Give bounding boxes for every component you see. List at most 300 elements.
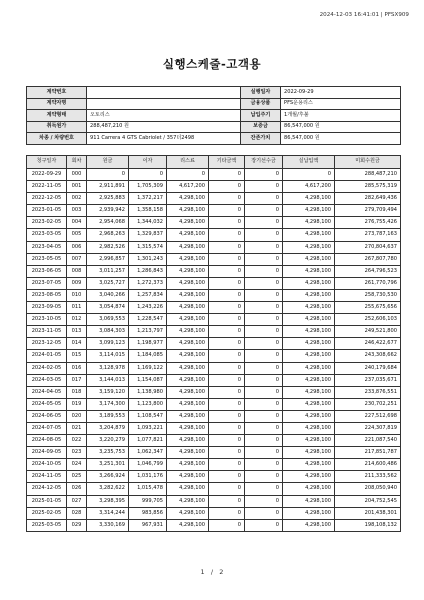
- table-cell: 230,702,251: [335, 398, 401, 410]
- table-cell: 2025-02-05: [27, 507, 67, 519]
- table-cell: 0: [209, 350, 245, 362]
- table-cell: 1,138,980: [129, 386, 167, 398]
- table-row: [27, 338, 401, 350]
- info-label: 보증금: [241, 121, 281, 133]
- table-cell: 2,954,068: [87, 217, 129, 229]
- table-cell: 4,298,100: [283, 398, 335, 410]
- table-cell: 211,333,562: [335, 471, 401, 483]
- table-row: [27, 386, 401, 398]
- table-cell: 2023-08-05: [27, 289, 67, 301]
- table-cell: 3,282,622: [87, 483, 129, 495]
- table-cell: 4,298,100: [167, 314, 209, 326]
- table-row: [27, 289, 401, 301]
- table-cell: 4,298,100: [167, 435, 209, 447]
- table-cell: 1,243,226: [129, 302, 167, 314]
- table-cell: 4,298,100: [167, 205, 209, 217]
- table-cell: 0: [209, 338, 245, 350]
- table-cell: 1,257,834: [129, 289, 167, 301]
- table-cell: 4,298,100: [283, 289, 335, 301]
- info-row: [27, 133, 401, 145]
- table-cell: 4,298,100: [283, 471, 335, 483]
- table-cell: 0: [209, 289, 245, 301]
- table-cell: 4,298,100: [167, 277, 209, 289]
- table-cell: 4,298,100: [167, 362, 209, 374]
- table-cell: 4,298,100: [283, 314, 335, 326]
- table-row: [27, 241, 401, 253]
- table-cell: 2024-03-05: [27, 374, 67, 386]
- table-cell: 3,204,879: [87, 422, 129, 434]
- table-cell: 3,114,015: [87, 350, 129, 362]
- table-cell: 4,298,100: [167, 519, 209, 531]
- table-cell: 252,606,103: [335, 314, 401, 326]
- table-cell: 1,015,478: [129, 483, 167, 495]
- table-cell: 4,298,100: [167, 398, 209, 410]
- table-cell: 0: [209, 447, 245, 459]
- table-cell: 224,307,819: [335, 422, 401, 434]
- page-separator: /: [210, 568, 214, 576]
- table-cell: 240,179,684: [335, 362, 401, 374]
- table-cell: 2,982,526: [87, 241, 129, 253]
- table-cell: 005: [67, 229, 87, 241]
- table-cell: 1,169,122: [129, 362, 167, 374]
- table-cell: 016: [67, 362, 87, 374]
- table-row: [27, 265, 401, 277]
- table-cell: 3,025,727: [87, 277, 129, 289]
- table-cell: 237,035,671: [335, 374, 401, 386]
- table-cell: 4,298,100: [283, 241, 335, 253]
- table-cell: 1,108,547: [129, 410, 167, 422]
- table-cell: 3,084,303: [87, 326, 129, 338]
- table-cell: 2025-01-05: [27, 495, 67, 507]
- column-header: 원금: [87, 156, 129, 169]
- table-cell: 012: [67, 314, 87, 326]
- table-cell: 0: [245, 265, 283, 277]
- table-cell: 4,298,100: [167, 289, 209, 301]
- table-cell: 2024-06-05: [27, 410, 67, 422]
- table-cell: 3,314,244: [87, 507, 129, 519]
- table-cell: 3,235,753: [87, 447, 129, 459]
- table-cell: 267,807,780: [335, 253, 401, 265]
- table-cell: 3,144,013: [87, 374, 129, 386]
- table-cell: 1,705,309: [129, 181, 167, 193]
- table-cell: 0: [209, 193, 245, 205]
- table-row: [27, 277, 401, 289]
- table-cell: 999,705: [129, 495, 167, 507]
- table-cell: 2024-05-05: [27, 398, 67, 410]
- table-row: [27, 253, 401, 265]
- table-cell: 0: [245, 374, 283, 386]
- table-cell: 0: [245, 169, 283, 181]
- table-cell: 0: [209, 519, 245, 531]
- table-cell: 0: [245, 447, 283, 459]
- table-cell: 3,040,266: [87, 289, 129, 301]
- table-cell: 4,298,100: [167, 471, 209, 483]
- table-cell: 282,649,436: [335, 193, 401, 205]
- table-cell: 198,108,132: [335, 519, 401, 531]
- table-cell: 2023-07-05: [27, 277, 67, 289]
- table-cell: 208,050,940: [335, 483, 401, 495]
- table-cell: 0: [245, 205, 283, 217]
- table-cell: 2024-02-05: [27, 362, 67, 374]
- table-cell: 2024-11-05: [27, 471, 67, 483]
- table-cell: 4,298,100: [167, 265, 209, 277]
- table-cell: 0: [245, 314, 283, 326]
- table-cell: 2024-04-05: [27, 386, 67, 398]
- table-cell: 4,298,100: [283, 265, 335, 277]
- table-cell: 4,298,100: [283, 205, 335, 217]
- table-cell: 3,330,169: [87, 519, 129, 531]
- table-cell: 0: [209, 410, 245, 422]
- table-cell: 0: [209, 326, 245, 338]
- table-cell: 015: [67, 350, 87, 362]
- info-row: [27, 121, 401, 133]
- table-cell: 4,298,100: [283, 519, 335, 531]
- table-cell: 0: [209, 302, 245, 314]
- table-cell: 3,099,123: [87, 338, 129, 350]
- table-cell: 0: [209, 277, 245, 289]
- table-cell: 0: [245, 302, 283, 314]
- table-cell: 4,298,100: [283, 422, 335, 434]
- table-cell: 0: [209, 471, 245, 483]
- table-cell: 0: [87, 169, 129, 181]
- column-header: 미회수원금: [335, 156, 401, 169]
- table-cell: 0: [283, 169, 335, 181]
- table-row: [27, 326, 401, 338]
- column-header: 실납입액: [283, 156, 335, 169]
- table-cell: 201,438,301: [335, 507, 401, 519]
- document-meta: 2024-12-03 16:41:01 | PFSX909: [319, 12, 409, 18]
- table-cell: 0: [209, 205, 245, 217]
- column-header: 리스료: [167, 156, 209, 169]
- table-cell: 009: [67, 277, 87, 289]
- info-label: 계약번호: [27, 87, 87, 99]
- info-row: [27, 98, 401, 110]
- table-cell: 1,093,221: [129, 422, 167, 434]
- table-cell: 0: [209, 241, 245, 253]
- page-total: 2: [219, 568, 224, 576]
- table-row: [27, 193, 401, 205]
- table-cell: 0: [209, 217, 245, 229]
- table-row: [27, 169, 401, 181]
- table-cell: 2023-02-05: [27, 217, 67, 229]
- table-cell: 1,272,373: [129, 277, 167, 289]
- table-cell: 4,298,100: [167, 483, 209, 495]
- table-cell: 027: [67, 495, 87, 507]
- table-row: [27, 229, 401, 241]
- table-cell: 4,298,100: [167, 447, 209, 459]
- table-cell: 1,301,243: [129, 253, 167, 265]
- table-cell: 2022-11-05: [27, 181, 67, 193]
- table-row: [27, 422, 401, 434]
- table-cell: 4,298,100: [167, 374, 209, 386]
- table-row: [27, 374, 401, 386]
- table-cell: 261,770,796: [335, 277, 401, 289]
- table-cell: 2023-03-05: [27, 229, 67, 241]
- table-cell: 4,298,100: [167, 507, 209, 519]
- table-cell: 0: [245, 483, 283, 495]
- table-row: [27, 495, 401, 507]
- table-cell: 4,298,100: [167, 422, 209, 434]
- table-cell: 023: [67, 447, 87, 459]
- table-cell: 2025-03-05: [27, 519, 67, 531]
- table-cell: 4,298,100: [283, 374, 335, 386]
- schedule-table: [26, 155, 401, 532]
- table-cell: 2024-07-05: [27, 422, 67, 434]
- table-cell: 0: [209, 229, 245, 241]
- table-cell: 4,298,100: [167, 459, 209, 471]
- table-cell: 4,298,100: [167, 253, 209, 265]
- table-cell: 4,298,100: [167, 386, 209, 398]
- table-cell: 4,298,100: [283, 362, 335, 374]
- table-cell: 2022-09-29: [27, 169, 67, 181]
- table-cell: 2023-10-05: [27, 314, 67, 326]
- table-cell: 1,228,547: [129, 314, 167, 326]
- table-cell: 1,123,800: [129, 398, 167, 410]
- table-cell: 4,298,100: [283, 338, 335, 350]
- table-cell: 001: [67, 181, 87, 193]
- table-row: [27, 435, 401, 447]
- table-cell: 4,298,100: [167, 302, 209, 314]
- table-cell: 1,315,574: [129, 241, 167, 253]
- document-title: 실행스케줄-고객용: [162, 57, 262, 71]
- table-cell: 243,308,662: [335, 350, 401, 362]
- table-cell: 019: [67, 398, 87, 410]
- table-cell: 1,184,085: [129, 350, 167, 362]
- table-cell: 003: [67, 205, 87, 217]
- table-cell: 4,298,100: [167, 350, 209, 362]
- table-cell: 000: [67, 169, 87, 181]
- table-cell: 3,189,553: [87, 410, 129, 422]
- table-cell: 0: [209, 253, 245, 265]
- info-label: 계약형태: [27, 110, 87, 122]
- table-cell: 0: [245, 277, 283, 289]
- table-cell: 3,159,120: [87, 386, 129, 398]
- table-cell: 021: [67, 422, 87, 434]
- table-cell: 2024-01-05: [27, 350, 67, 362]
- table-cell: 0: [209, 386, 245, 398]
- table-cell: 0: [245, 495, 283, 507]
- table-cell: 0: [209, 398, 245, 410]
- table-cell: 0: [245, 471, 283, 483]
- table-cell: 4,298,100: [167, 495, 209, 507]
- table-cell: 3,174,300: [87, 398, 129, 410]
- table-cell: 0: [209, 459, 245, 471]
- table-cell: 0: [209, 169, 245, 181]
- info-label: 납입주기: [241, 110, 281, 122]
- table-cell: 258,730,530: [335, 289, 401, 301]
- table-cell: 1,198,977: [129, 338, 167, 350]
- table-cell: 4,617,200: [167, 181, 209, 193]
- table-cell: 2022-12-05: [27, 193, 67, 205]
- table-cell: 2024-10-05: [27, 459, 67, 471]
- table-row: [27, 217, 401, 229]
- table-cell: 233,876,551: [335, 386, 401, 398]
- table-cell: 025: [67, 471, 87, 483]
- column-header: 기타금액: [209, 156, 245, 169]
- info-value: [87, 98, 241, 110]
- info-row: [27, 87, 401, 99]
- info-value: 오토리스: [87, 110, 241, 122]
- table-cell: 024: [67, 459, 87, 471]
- table-cell: 014: [67, 338, 87, 350]
- column-header: 회차: [67, 156, 87, 169]
- table-cell: 255,675,656: [335, 302, 401, 314]
- table-cell: 3,069,553: [87, 314, 129, 326]
- table-cell: 2,996,857: [87, 253, 129, 265]
- table-row: [27, 507, 401, 519]
- table-cell: 4,298,100: [167, 410, 209, 422]
- table-cell: 4,298,100: [167, 326, 209, 338]
- table-cell: 2,911,891: [87, 181, 129, 193]
- table-cell: 1,372,217: [129, 193, 167, 205]
- table-cell: 011: [67, 302, 87, 314]
- table-cell: 288,487,210: [335, 169, 401, 181]
- table-row: [27, 483, 401, 495]
- table-cell: 217,851,787: [335, 447, 401, 459]
- table-row: [27, 205, 401, 217]
- table-cell: 273,787,163: [335, 229, 401, 241]
- page-current: 1: [200, 568, 205, 576]
- table-cell: 0: [245, 193, 283, 205]
- table-cell: 285,575,319: [335, 181, 401, 193]
- table-cell: 2023-12-05: [27, 338, 67, 350]
- table-cell: 3,011,257: [87, 265, 129, 277]
- table-cell: 022: [67, 435, 87, 447]
- table-cell: 0: [245, 459, 283, 471]
- table-cell: 2024-12-05: [27, 483, 67, 495]
- table-cell: 4,298,100: [283, 435, 335, 447]
- table-cell: 002: [67, 193, 87, 205]
- table-cell: 249,521,800: [335, 326, 401, 338]
- table-cell: 3,298,395: [87, 495, 129, 507]
- table-cell: 2024-09-05: [27, 447, 67, 459]
- table-cell: 0: [245, 338, 283, 350]
- table-cell: 018: [67, 386, 87, 398]
- table-row: [27, 362, 401, 374]
- table-row: [27, 302, 401, 314]
- table-cell: 4,298,100: [167, 229, 209, 241]
- info-label: 취득원가: [27, 121, 87, 133]
- table-cell: 029: [67, 519, 87, 531]
- table-cell: 204,752,545: [335, 495, 401, 507]
- table-row: [27, 471, 401, 483]
- table-cell: 0: [245, 398, 283, 410]
- page-indicator: [0, 568, 424, 576]
- info-label: 계약자명: [27, 98, 87, 110]
- table-cell: 0: [209, 483, 245, 495]
- table-cell: 4,298,100: [283, 277, 335, 289]
- column-header: 장기선수금: [245, 156, 283, 169]
- table-cell: 017: [67, 374, 87, 386]
- table-cell: 2023-09-05: [27, 302, 67, 314]
- info-value: 288,487,210 원: [87, 121, 241, 133]
- info-value: 1개월/후불: [281, 110, 401, 122]
- table-cell: 270,804,637: [335, 241, 401, 253]
- table-cell: 4,298,100: [283, 193, 335, 205]
- table-cell: 0: [245, 386, 283, 398]
- info-row: [27, 110, 401, 122]
- table-cell: 0: [245, 435, 283, 447]
- table-cell: 0: [245, 410, 283, 422]
- table-row: [27, 447, 401, 459]
- table-cell: 0: [209, 507, 245, 519]
- table-cell: 013: [67, 326, 87, 338]
- table-cell: 4,298,100: [283, 483, 335, 495]
- table-cell: 4,298,100: [283, 217, 335, 229]
- table-cell: 1,358,158: [129, 205, 167, 217]
- info-label: 잔존가치: [241, 133, 281, 145]
- table-cell: 1,344,032: [129, 217, 167, 229]
- table-cell: 004: [67, 217, 87, 229]
- table-cell: 983,856: [129, 507, 167, 519]
- table-cell: 2,939,942: [87, 205, 129, 217]
- table-cell: 0: [245, 507, 283, 519]
- table-cell: 0: [209, 495, 245, 507]
- info-value: 911 Carrera 4 GTS Cabriolet / 357더2498: [87, 133, 241, 145]
- table-cell: 008: [67, 265, 87, 277]
- table-cell: 4,298,100: [167, 193, 209, 205]
- info-value: 86,547,000 원: [281, 121, 401, 133]
- table-cell: 0: [245, 181, 283, 193]
- table-cell: 4,298,100: [283, 302, 335, 314]
- info-value: [87, 87, 241, 99]
- info-label: 금융상품: [241, 98, 281, 110]
- table-cell: 0: [129, 169, 167, 181]
- table-row: [27, 410, 401, 422]
- table-cell: 006: [67, 241, 87, 253]
- table-cell: 010: [67, 289, 87, 301]
- table-cell: 227,512,698: [335, 410, 401, 422]
- table-cell: 0: [245, 326, 283, 338]
- table-cell: 4,298,100: [283, 350, 335, 362]
- table-cell: 028: [67, 507, 87, 519]
- table-cell: 0: [245, 217, 283, 229]
- table-cell: 2023-06-05: [27, 265, 67, 277]
- table-cell: 2024-08-05: [27, 435, 67, 447]
- schedule-header-row: [27, 156, 401, 169]
- table-cell: 0: [209, 181, 245, 193]
- table-cell: 2023-05-05: [27, 253, 67, 265]
- table-cell: 214,600,486: [335, 459, 401, 471]
- table-cell: 3,251,301: [87, 459, 129, 471]
- table-cell: 3,128,978: [87, 362, 129, 374]
- table-cell: 4,298,100: [283, 386, 335, 398]
- table-cell: 1,329,837: [129, 229, 167, 241]
- table-cell: 279,709,494: [335, 205, 401, 217]
- table-cell: 4,298,100: [167, 241, 209, 253]
- table-cell: 2,925,883: [87, 193, 129, 205]
- table-cell: 0: [209, 265, 245, 277]
- table-cell: 0: [245, 519, 283, 531]
- table-cell: 4,298,100: [283, 229, 335, 241]
- info-value: PFS운용리스: [281, 98, 401, 110]
- table-cell: 221,087,540: [335, 435, 401, 447]
- table-cell: 0: [245, 362, 283, 374]
- table-cell: 2023-11-05: [27, 326, 67, 338]
- column-header: 이자: [129, 156, 167, 169]
- table-cell: 0: [209, 435, 245, 447]
- table-cell: 3,054,874: [87, 302, 129, 314]
- table-cell: 3,220,279: [87, 435, 129, 447]
- info-label: 실행일자: [241, 87, 281, 99]
- table-cell: 4,298,100: [283, 447, 335, 459]
- table-cell: 1,213,797: [129, 326, 167, 338]
- table-cell: 4,298,100: [283, 253, 335, 265]
- table-row: [27, 350, 401, 362]
- table-cell: 0: [245, 422, 283, 434]
- table-cell: 0: [209, 422, 245, 434]
- table-cell: 3,266,924: [87, 471, 129, 483]
